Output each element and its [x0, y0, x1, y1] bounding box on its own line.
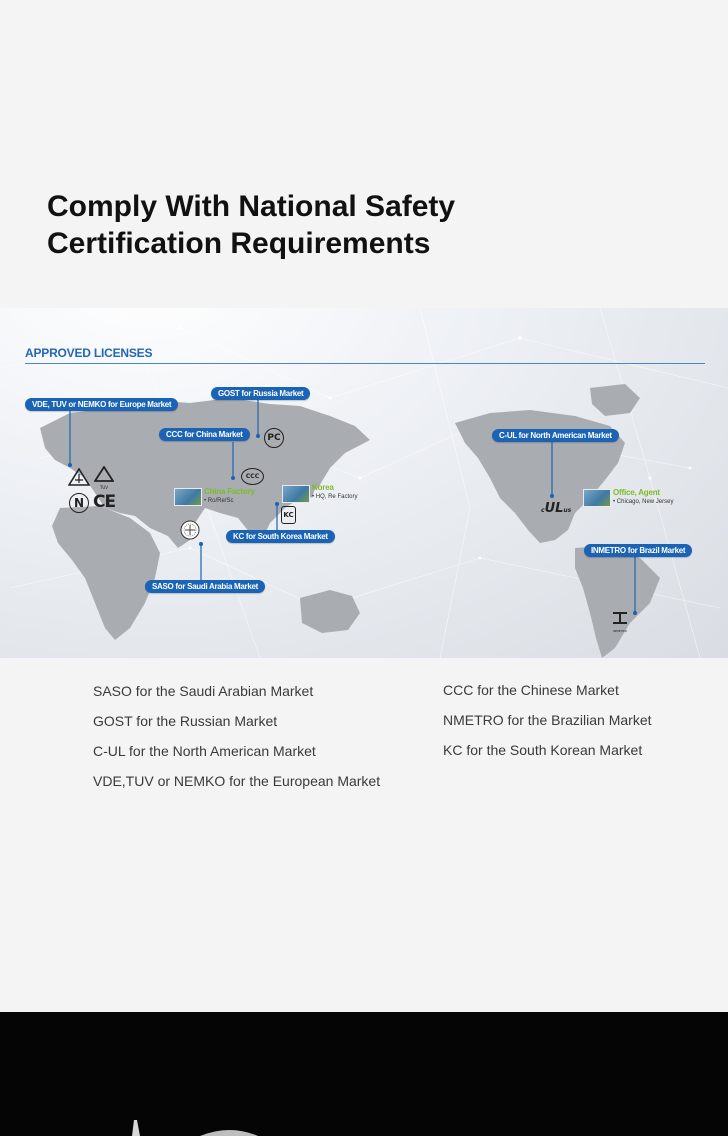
ul-us-label: us: [563, 507, 572, 514]
south-america-shape: [575, 546, 660, 658]
list-item: KC for the South Korean Market: [443, 742, 643, 758]
pill-europe: VDE, TUV or NEMKO for Europe Market: [25, 398, 178, 411]
pill-brazil: INMETRO for Brazil Market: [584, 544, 692, 557]
ul-c-label: c: [541, 507, 545, 514]
pill-china: CCC for China Market: [159, 428, 250, 441]
gost-pc-mark-icon: PC: [264, 428, 284, 448]
tuv-mark: [93, 466, 115, 490]
inmetro-mark: [610, 610, 630, 633]
page-title-line-1: Comply With National Safety: [47, 190, 456, 223]
australia-shape: [300, 590, 360, 633]
page-title-line-2: Certification Requirements: [47, 227, 431, 260]
approved-licenses-map: [0, 308, 728, 658]
approved-licenses-rule: [25, 363, 705, 364]
china-factory-sub: • Ro/Re/Sc: [204, 498, 234, 504]
inmetro-caption: INMETRO: [613, 629, 627, 633]
next-section-band: [0, 1012, 728, 1136]
saso-seal-icon: [180, 520, 200, 540]
tuv-caption: TUV: [99, 485, 109, 490]
vde-mark-icon: [68, 468, 90, 486]
list-item: CCC for the Chinese Market: [443, 682, 619, 698]
china-factory-thumbnail: [174, 488, 202, 506]
pill-south-korea: KC for South Korea Market: [226, 530, 335, 543]
list-item: C-UL for the North American Market: [93, 743, 316, 759]
africa-shape: [52, 506, 160, 640]
ul-label: UL: [544, 501, 564, 516]
list-item: SASO for the Saudi Arabian Market: [93, 683, 314, 699]
list-item: GOST for the Russian Market: [93, 713, 278, 729]
ce-mark-icon: CE: [93, 492, 116, 512]
ul-mark-icon: [541, 501, 571, 516]
korea-label: Korea: [312, 483, 334, 492]
nemko-mark-icon: N: [69, 493, 89, 513]
approved-licenses-header: APPROVED LICENSES: [25, 346, 153, 360]
continents: [40, 384, 660, 658]
list-item: VDE,TUV or NEMKO for the European Market: [93, 773, 381, 789]
china-factory-label: China Factory: [204, 487, 255, 496]
ccc-mark-icon: CCC: [241, 468, 264, 485]
us-office-label: Office, Agent: [613, 488, 660, 497]
page-title: [47, 188, 567, 262]
greenland-shape: [590, 384, 640, 416]
inmetro-i-icon: [612, 611, 628, 625]
kc-mark-icon: KC: [281, 506, 296, 524]
product-graphic: [0, 1012, 728, 1136]
korea-hq-thumbnail: [282, 485, 310, 503]
list-item: NMETRO for the Brazilian Market: [443, 712, 652, 728]
us-office-thumbnail: [583, 489, 611, 507]
pill-north-america: C-UL for North American Market: [492, 429, 619, 442]
pill-saudi: SASO for Saudi Arabia Market: [145, 580, 265, 593]
tuv-triangle-icon: [94, 466, 114, 482]
korea-sub: • HQ, Re Factory: [312, 494, 358, 500]
us-office-sub: • Chicago, New Jersey: [613, 499, 674, 505]
pill-russia: GOST for Russia Market: [211, 387, 310, 400]
